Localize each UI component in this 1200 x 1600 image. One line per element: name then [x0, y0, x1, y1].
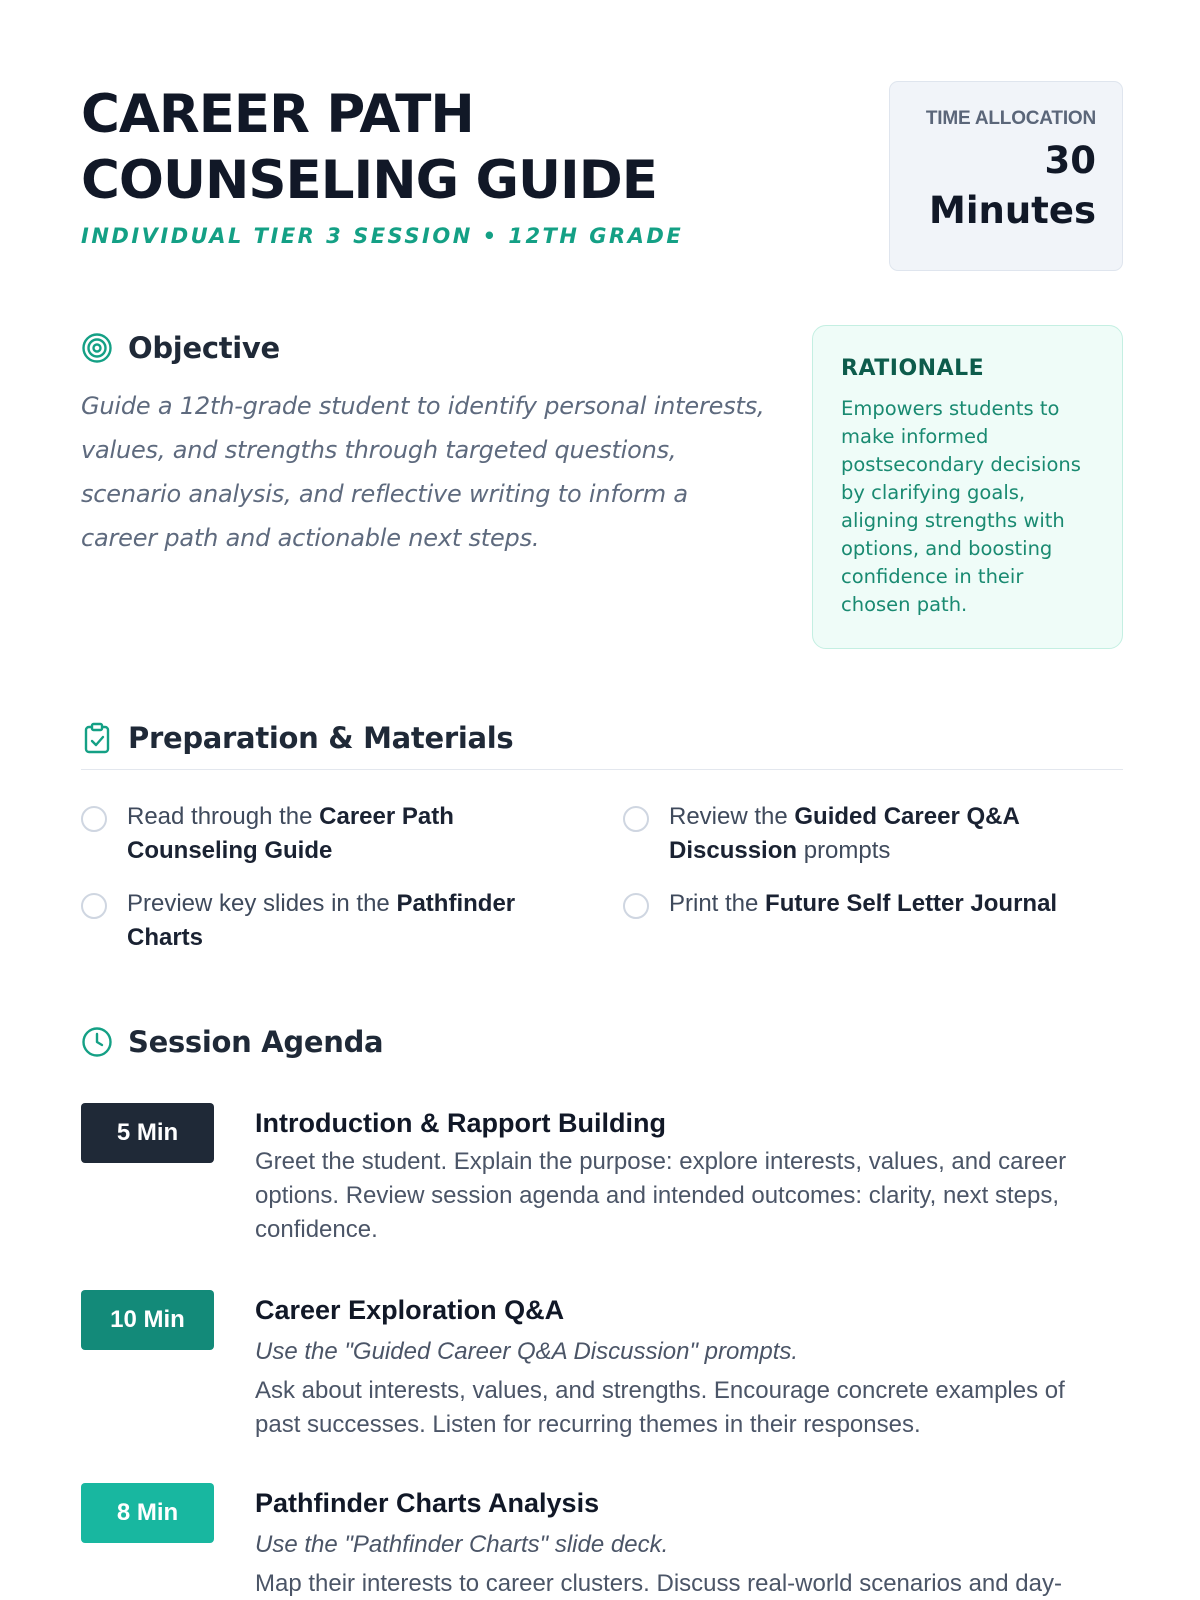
duration-badge: 5 Min [81, 1103, 214, 1163]
checklist-item[interactable] [81, 800, 541, 868]
section-divider [81, 769, 1123, 770]
agenda-heading-text: Session Agenda [128, 1025, 384, 1059]
agenda-item-description: Map their interests to career clusters. Discuss real-world scenarios and day- [255, 1570, 1062, 1597]
agenda-item-note: Use the "Guided Career Q&A Discussion" prompts. [255, 1338, 799, 1365]
preparation-heading [81, 721, 513, 755]
checkbox[interactable] [81, 893, 107, 919]
agenda-item-body [255, 1483, 1105, 1600]
checklist-item-text: Preview key slides in the Pathfinder Charts [127, 890, 516, 951]
checklist-item[interactable] [623, 800, 1083, 868]
checklist-item[interactable] [81, 887, 541, 955]
checklist-item-text: Print the Future Self Letter Journal [669, 890, 1058, 917]
agenda-item-body [255, 1290, 1105, 1442]
objective-heading [81, 331, 280, 365]
duration-badge: 10 Min [81, 1290, 214, 1350]
checkbox[interactable] [623, 893, 649, 919]
title-line-2: COUNSELING GUIDE [81, 150, 657, 211]
rationale-title: RATIONALE [841, 356, 985, 381]
time-allocation-box [889, 81, 1123, 271]
header [81, 82, 781, 248]
rationale-text: Empowers students to make informed postsecondary decisions by clarifying goals, aligning strengths with options, and boosting confidence in their chosen path. [841, 397, 1081, 616]
duration-badge: 8 Min [81, 1483, 214, 1543]
preparation-heading-text: Preparation & Materials [128, 721, 514, 755]
page-subtitle: INDIVIDUAL TIER 3 SESSION • 12TH GRADE [81, 224, 684, 248]
agenda-item-description: Greet the student. Explain the purpose: explore interests, values, and career options. Review session agenda and intended outcomes: clarity, next steps, confidence. [255, 1148, 1067, 1243]
checkbox[interactable] [623, 806, 649, 832]
agenda-item-title: Pathfinder Charts Analysis [255, 1488, 600, 1518]
time-value-number: 30 [1044, 139, 1096, 182]
rationale-box [812, 325, 1123, 649]
title-line-1: CAREER PATH [81, 84, 474, 145]
time-allocation-value [916, 136, 1096, 236]
agenda-item-description: Ask about interests, values, and strengths. Encourage concrete examples of past successes. Listen for recurring themes in their responses. [255, 1377, 1065, 1438]
objective-text: Guide a 12th-grade student to identify personal interests, values, and strengths through targeted questions, scenario analysis, and reflective writing to inform a career path and actionable next steps. [81, 392, 765, 552]
target-icon [81, 332, 113, 364]
agenda-item-note: Use the "Pathfinder Charts" slide deck. [255, 1531, 669, 1558]
page-title [81, 82, 781, 214]
objective-heading-text: Objective [128, 331, 280, 365]
agenda-heading [81, 1025, 383, 1059]
agenda-item-title: Introduction & Rapport Building [255, 1108, 666, 1138]
checklist-item[interactable] [623, 887, 1123, 921]
agenda-item-body [255, 1103, 1105, 1247]
clock-icon [81, 1026, 113, 1058]
time-value-unit: Minutes [929, 189, 1096, 232]
checklist-item-text: Review the Guided Career Q&A Discussion prompts [669, 803, 1019, 864]
clipboard-check-icon [81, 722, 113, 754]
time-allocation-label: TIME ALLOCATION [925, 108, 1096, 129]
agenda-item-title: Career Exploration Q&A [255, 1295, 565, 1325]
checkbox[interactable] [81, 806, 107, 832]
checklist-item-text: Read through the Career Path Counseling Guide [127, 803, 454, 864]
